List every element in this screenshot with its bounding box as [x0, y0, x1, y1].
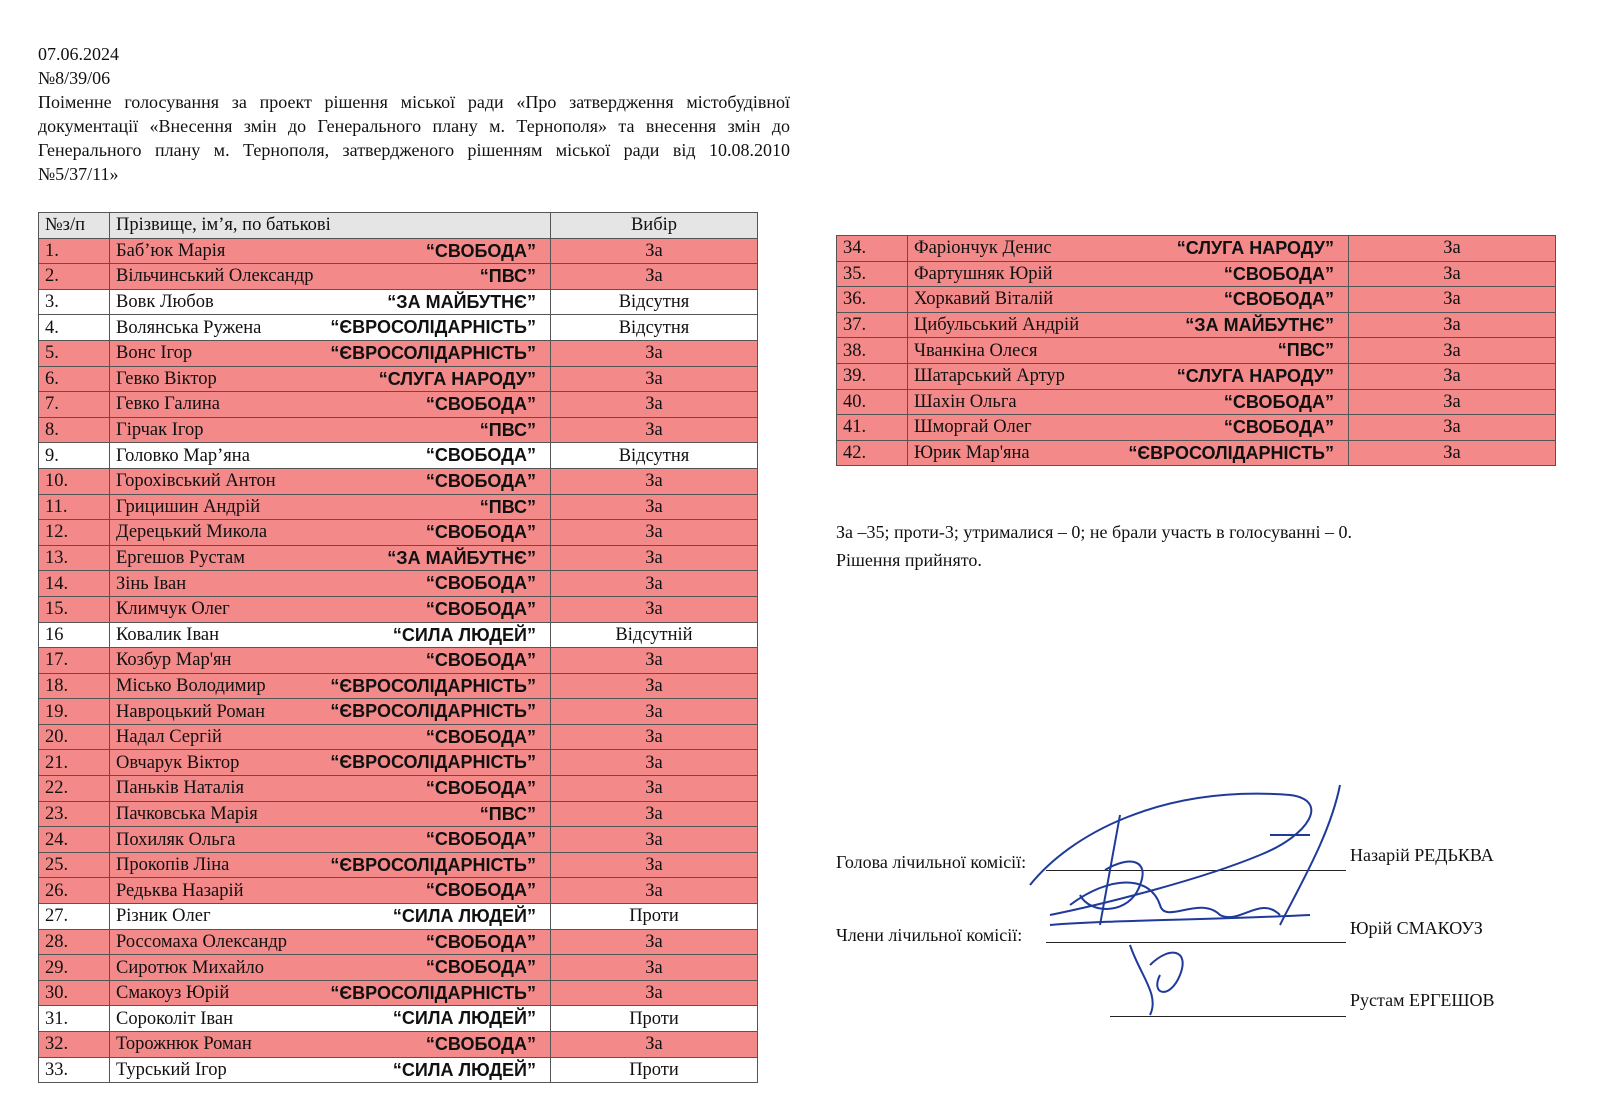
name-cell [908, 287, 1349, 313]
table-row [837, 261, 1556, 287]
row-number: 35. [837, 261, 908, 287]
party-label: “СВОБОДА” [425, 445, 536, 466]
table-row [837, 363, 1556, 389]
deputy-name: Ковалик Іван [116, 624, 220, 645]
vote-choice: За [551, 724, 758, 750]
name-cell [110, 289, 551, 315]
table-row [39, 980, 758, 1006]
table-row [39, 340, 758, 366]
deputy-name: Козбур Мар'ян [116, 650, 232, 671]
deputy-name: Климчук Олег [116, 599, 230, 620]
deputy-name: Шахін Ольга [914, 391, 1017, 412]
name-cell [908, 236, 1349, 262]
row-number: 40. [837, 389, 908, 415]
vote-choice: За [551, 673, 758, 699]
deputy-name: Вовк Любов [116, 292, 214, 313]
table-row [39, 264, 758, 290]
deputy-name: Шатарський Артур [914, 366, 1065, 387]
table-row [39, 494, 758, 520]
party-label: “СВОБОДА” [1223, 391, 1334, 412]
deputy-name: Хоркавий Віталій [914, 289, 1054, 310]
row-number: 12. [39, 520, 110, 546]
name-cell [110, 1057, 551, 1083]
row-number: 14. [39, 571, 110, 597]
party-label: “СВОБОДА” [425, 1034, 536, 1054]
party-label: “СВОБОДА” [425, 598, 536, 619]
table-row [39, 392, 758, 418]
vote-choice: За [551, 955, 758, 981]
table-header-row [39, 213, 758, 239]
row-number: 37. [837, 312, 908, 338]
deputy-name: Россомаха Олександр [116, 931, 288, 952]
table-row [39, 904, 758, 930]
name-cell [110, 392, 551, 418]
vote-choice: За [1349, 287, 1556, 313]
party-label: “ЗА МАЙБУТНЄ” [387, 547, 536, 568]
name-cell [110, 648, 551, 674]
party-label: “СВОБОДА” [425, 240, 536, 261]
party-label: “СВОБОДА” [425, 778, 536, 799]
vote-choice: За [551, 494, 758, 520]
row-number: 32. [39, 1032, 110, 1058]
row-number: 3. [39, 289, 110, 315]
party-label: “ПВС” [479, 496, 536, 517]
chair-label: Голова лічильної комісії: [836, 852, 1027, 872]
name-cell [110, 596, 551, 622]
row-number: 26. [39, 878, 110, 904]
vote-choice: За [551, 648, 758, 674]
table-row [39, 750, 758, 776]
vote-choice: За [551, 827, 758, 853]
table-row [837, 389, 1556, 415]
deputy-name: Смакоуз Юрій [116, 983, 230, 1004]
table-row [837, 415, 1556, 441]
vote-choice: За [551, 750, 758, 776]
table-row [39, 622, 758, 648]
row-number: 27. [39, 904, 110, 930]
party-label: “СВОБОДА” [1223, 417, 1334, 438]
table-row [39, 417, 758, 443]
name-cell [110, 315, 551, 341]
table-row [837, 338, 1556, 364]
deputy-name: Турський Ігор [116, 1059, 227, 1080]
name-cell [110, 827, 551, 853]
vote-choice: За [1349, 312, 1556, 338]
vote-tally: За –35; проти-3; утрималися – 0; не брали участь в голосуванні – 0. [836, 522, 1352, 542]
party-label: “СВОБОДА” [425, 957, 536, 978]
col-name-header: Прізвище, ім’я, по батькові [110, 213, 551, 239]
deputy-name: Редьква Назарій [116, 880, 244, 901]
deputy-name: Дерецький Микола [116, 522, 268, 543]
chair-name: Назарій РЕДЬКВА [1350, 845, 1494, 865]
vote-choice: Проти [551, 1057, 758, 1083]
table-row [39, 699, 758, 725]
name-cell [110, 443, 551, 469]
row-number: 10. [39, 468, 110, 494]
table-row [39, 673, 758, 699]
party-label: “СИЛА ЛЮДЕЙ” [392, 1008, 536, 1029]
row-number: 23. [39, 801, 110, 827]
document-header [38, 42, 790, 186]
deputy-name: Гірчак Ігор [116, 420, 204, 441]
party-label: “ПВС” [479, 803, 536, 824]
vote-choice: За [551, 417, 758, 443]
row-number: 9. [39, 443, 110, 469]
party-label: “ЄВРОСОЛІДАРНІСТЬ” [330, 342, 536, 363]
table-row [837, 312, 1556, 338]
table-row [39, 545, 758, 571]
row-number: 5. [39, 340, 110, 366]
party-label: “СВОБОДА” [425, 829, 536, 850]
vote-choice: За [1349, 389, 1556, 415]
deputy-name: Пачковська Марія [116, 803, 258, 824]
name-cell [110, 955, 551, 981]
row-number: 1. [39, 238, 110, 264]
deputy-name: Чванкіна Олеся [914, 340, 1038, 361]
party-label: “ЄВРОСОЛІДАРНІСТЬ” [330, 854, 536, 875]
name-cell [908, 415, 1349, 441]
row-number: 33. [39, 1057, 110, 1083]
name-cell [110, 545, 551, 571]
row-number: 25. [39, 852, 110, 878]
table-row [39, 468, 758, 494]
table-row [837, 440, 1556, 466]
deputy-name: Фаріончук Денис [914, 238, 1052, 259]
vote-choice: Проти [551, 1006, 758, 1032]
table-row [39, 520, 758, 546]
deputy-name: Гевко Галина [116, 394, 221, 415]
deputy-name: Зінь Іван [116, 573, 187, 594]
party-label: “СИЛА ЛЮДЕЙ” [392, 624, 536, 645]
deputy-name: Головко Мар’яна [116, 445, 250, 466]
name-cell [110, 1006, 551, 1032]
party-label: “ЗА МАЙБУТНЄ” [1185, 314, 1334, 335]
name-cell [110, 238, 551, 264]
row-number: 19. [39, 699, 110, 725]
table-row [39, 596, 758, 622]
name-cell [908, 312, 1349, 338]
vote-table-right [836, 235, 1556, 466]
vote-choice: За [551, 699, 758, 725]
deputy-name: Гевко Віктор [116, 368, 217, 389]
vote-choice: За [551, 520, 758, 546]
table-row [837, 236, 1556, 262]
party-label: “СВОБОДА” [425, 573, 536, 594]
vote-choice: За [551, 1032, 758, 1058]
deputy-name: Волянська Ружена [116, 317, 262, 338]
deputy-name: Сороколіт Іван [116, 1008, 233, 1029]
vote-choice: За [1349, 338, 1556, 364]
vote-choice: За [1349, 440, 1556, 466]
row-number: 39. [837, 363, 908, 389]
name-cell [110, 520, 551, 546]
deputy-name: Грицишин Андрій [116, 496, 261, 517]
deputy-name: Торожнюк Роман [116, 1034, 252, 1055]
row-number: 15. [39, 596, 110, 622]
row-number: 41. [837, 415, 908, 441]
row-number: 8. [39, 417, 110, 443]
vote-choice: За [551, 468, 758, 494]
party-label: “ПВС” [479, 266, 536, 287]
name-cell [908, 389, 1349, 415]
party-label: “ЄВРОСОЛІДАРНІСТЬ” [1128, 442, 1334, 463]
party-label: “ЄВРОСОЛІДАРНІСТЬ” [330, 701, 536, 722]
table-row [39, 776, 758, 802]
table-row [39, 801, 758, 827]
row-number: 20. [39, 724, 110, 750]
name-cell [908, 261, 1349, 287]
table-row [39, 571, 758, 597]
party-label: “СВОБОДА” [425, 931, 536, 952]
name-cell [908, 363, 1349, 389]
party-label: “ЗА МАЙБУТНЄ” [387, 291, 536, 312]
vote-choice: За [551, 596, 758, 622]
col-choice-header: Вибір [551, 213, 758, 239]
vote-choice: За [1349, 415, 1556, 441]
col-num-header: №з/п [39, 213, 110, 239]
table-row [39, 315, 758, 341]
row-number: 6. [39, 366, 110, 392]
deputy-name: Похиляк Ольга [116, 829, 236, 850]
name-cell [110, 878, 551, 904]
party-label: “СВОБОДА” [425, 394, 536, 415]
vote-choice: За [551, 878, 758, 904]
party-label: “СИЛА ЛЮДЕЙ” [392, 906, 536, 927]
name-cell [110, 366, 551, 392]
party-label: “ЄВРОСОЛІДАРНІСТЬ” [330, 317, 536, 338]
vote-choice: За [551, 929, 758, 955]
deputy-name: Шморгай Олег [914, 417, 1032, 438]
deputy-name: Вільчинський Олександр [116, 266, 314, 287]
table-row [39, 648, 758, 674]
table-row [39, 1006, 758, 1032]
name-cell [110, 904, 551, 930]
vote-choice: За [551, 571, 758, 597]
vote-result [836, 518, 1352, 574]
table-row [39, 289, 758, 315]
table-row [39, 929, 758, 955]
vote-choice: За [1349, 261, 1556, 287]
deputy-name: Прокопів Ліна [116, 855, 230, 876]
vote-decision: Рішення прийнято. [836, 550, 982, 570]
name-cell [110, 724, 551, 750]
deputy-name: Надал Сергій [116, 727, 222, 748]
party-label: “СВОБОДА” [425, 470, 536, 491]
party-label: “СВОБОДА” [425, 522, 536, 543]
name-cell [110, 929, 551, 955]
deputy-name: Навроцький Роман [116, 701, 265, 722]
row-number: 13. [39, 545, 110, 571]
name-cell [110, 340, 551, 366]
party-label: “ЄВРОСОЛІДАРНІСТЬ” [330, 752, 536, 773]
vote-choice: За [551, 545, 758, 571]
vote-choice: За [551, 392, 758, 418]
document-date: 07.06.2024 [38, 44, 119, 64]
deputy-name: Паньків Наталія [116, 778, 245, 799]
table-row [39, 724, 758, 750]
row-number: 31. [39, 1006, 110, 1032]
vote-choice: За [551, 852, 758, 878]
name-cell [110, 264, 551, 290]
party-label: “ЄВРОСОЛІДАРНІСТЬ” [330, 982, 536, 1003]
party-label: “СЛУГА НАРОДУ” [1176, 238, 1334, 258]
deputy-name: Фартушняк Юрій [914, 263, 1053, 284]
row-number: 16 [39, 622, 110, 648]
vote-choice: Відсутній [551, 622, 758, 648]
name-cell [110, 1032, 551, 1058]
vote-choice: Відсутня [551, 443, 758, 469]
table-row [837, 287, 1556, 313]
row-number: 22. [39, 776, 110, 802]
handwritten-signatures [1010, 775, 1430, 1035]
row-number: 30. [39, 980, 110, 1006]
row-number: 28. [39, 929, 110, 955]
deputy-name: Овчарук Віктор [116, 752, 240, 773]
party-label: “ЄВРОСОЛІДАРНІСТЬ” [330, 675, 536, 696]
vote-choice: Відсутня [551, 289, 758, 315]
row-number: 36. [837, 287, 908, 313]
vote-choice: За [1349, 363, 1556, 389]
party-label: “ПВС” [479, 419, 536, 440]
name-cell [908, 338, 1349, 364]
name-cell [110, 622, 551, 648]
vote-choice: За [551, 366, 758, 392]
members-label: Члени лічильної комісії: [836, 925, 1023, 945]
row-number: 42. [837, 440, 908, 466]
name-cell [908, 440, 1349, 466]
row-number: 38. [837, 338, 908, 364]
deputy-name: Юрик Мар'яна [914, 443, 1030, 464]
party-label: “СВОБОДА” [1223, 263, 1334, 284]
name-cell [110, 468, 551, 494]
row-number: 4. [39, 315, 110, 341]
deputy-name: Сиротюк Михайло [116, 957, 264, 978]
vote-choice: За [551, 340, 758, 366]
party-label: “СВОБОДА” [1223, 289, 1334, 310]
row-number: 17. [39, 648, 110, 674]
name-cell [110, 494, 551, 520]
table-row [39, 238, 758, 264]
name-cell [110, 699, 551, 725]
party-label: “СИЛА ЛЮДЕЙ” [392, 1059, 536, 1080]
document-number: №8/39/06 [38, 68, 111, 88]
name-cell [110, 801, 551, 827]
row-number: 29. [39, 955, 110, 981]
party-label: “СВОБОДА” [425, 650, 536, 671]
name-cell [110, 776, 551, 802]
member2-name: Рустам ЕРГЕШОВ [1350, 990, 1495, 1010]
vote-choice: За [551, 238, 758, 264]
vote-choice: Проти [551, 904, 758, 930]
table-row [39, 1057, 758, 1083]
name-cell [110, 417, 551, 443]
name-cell [110, 571, 551, 597]
name-cell [110, 673, 551, 699]
vote-choice: За [1349, 236, 1556, 262]
table-row [39, 852, 758, 878]
table-row [39, 1032, 758, 1058]
table-row [39, 955, 758, 981]
vote-choice: За [551, 264, 758, 290]
row-number: 21. [39, 750, 110, 776]
table-row [39, 366, 758, 392]
deputy-name: Різник Олег [116, 906, 211, 927]
party-label: “СВОБОДА” [425, 726, 536, 747]
deputy-name: Цибульський Андрій [914, 315, 1080, 336]
vote-choice: Відсутня [551, 315, 758, 341]
name-cell [110, 852, 551, 878]
row-number: 2. [39, 264, 110, 290]
table-row [39, 827, 758, 853]
table-row [39, 443, 758, 469]
party-label: “СЛУГА НАРОДУ” [1176, 365, 1334, 386]
party-label: “ПВС” [1277, 340, 1334, 361]
deputy-name: Місько Володимир [116, 675, 266, 696]
row-number: 18. [39, 673, 110, 699]
row-number: 11. [39, 494, 110, 520]
member1-name: Юрій СМАКОУЗ [1350, 918, 1483, 938]
name-cell [110, 980, 551, 1006]
row-number: 24. [39, 827, 110, 853]
party-label: “СВОБОДА” [425, 880, 536, 901]
vote-choice: За [551, 776, 758, 802]
deputy-name: Вонс Ігор [116, 343, 193, 364]
vote-description: Поіменне голосування за проект рішення міської ради «Про затвердження містобудівної документації «Внесення змін до Генерального плану м. Тернополя» та внесення змін до Генерального плану м. Тернополя, затвердженого рішенням міської ради від 10.08.2010 №5/37/11» [38, 92, 790, 184]
vote-table-left [38, 212, 758, 1083]
vote-choice: За [551, 801, 758, 827]
vote-choice: За [551, 980, 758, 1006]
party-label: “СЛУГА НАРОДУ” [378, 368, 536, 389]
deputy-name: Баб’юк Марія [116, 240, 226, 261]
table-row [39, 878, 758, 904]
deputy-name: Горохівський Антон [116, 471, 276, 492]
row-number: 7. [39, 392, 110, 418]
name-cell [110, 750, 551, 776]
row-number: 34. [837, 236, 908, 262]
deputy-name: Ергешов Рустам [116, 548, 245, 569]
